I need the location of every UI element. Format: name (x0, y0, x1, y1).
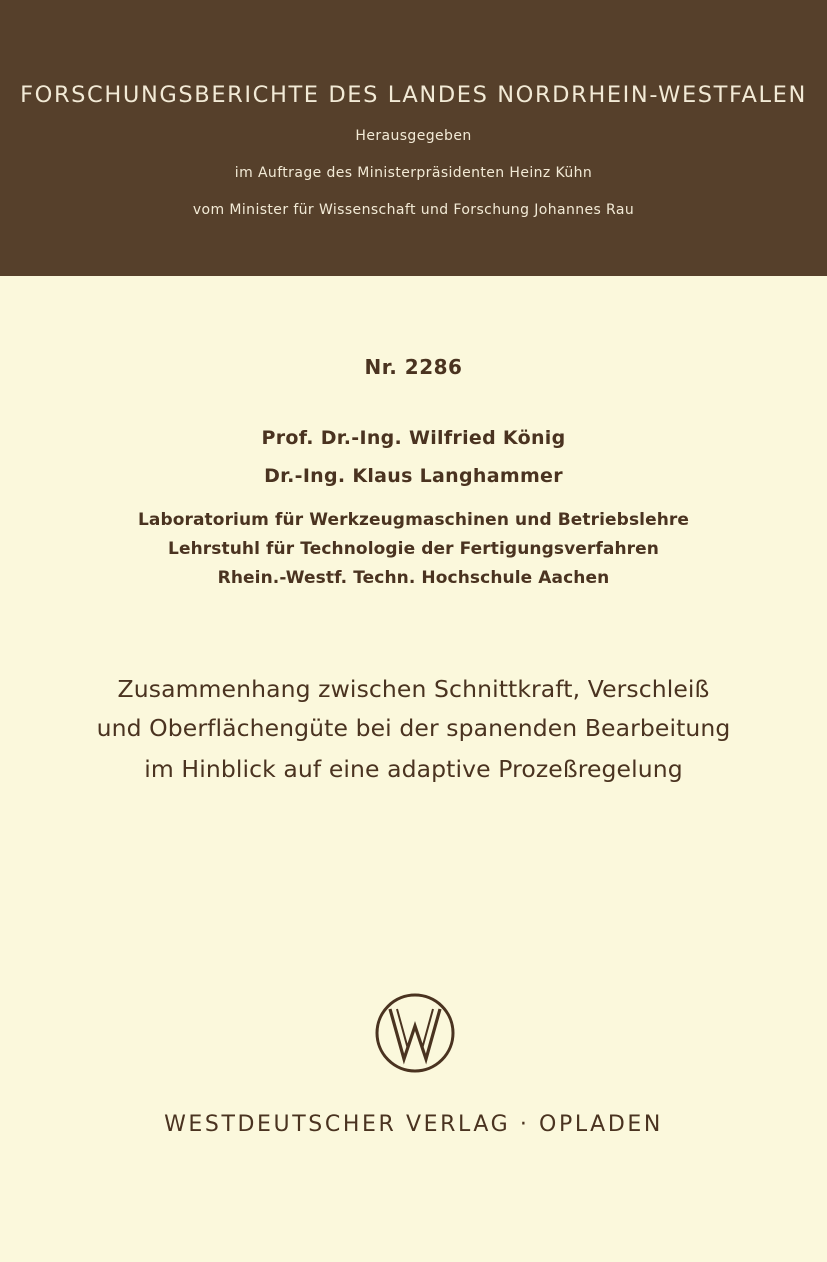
header-band (0, 0, 827, 276)
editor-line-2: im Auftrage des Ministerpräsidenten Heinz Kühn (234, 165, 593, 181)
editor-line-3: vom Minister für Wissenschaft und Forschung Johannes Rau (192, 202, 635, 218)
publisher-w-logo-icon (374, 992, 456, 1074)
author-1: Prof. Dr.-Ing. Wilfried König (261, 427, 566, 449)
institute-line-3: Rhein.-Westf. Techn. Hochschule Aachen (217, 568, 610, 588)
author-2: Dr.-Ing. Klaus Langhammer (264, 465, 563, 487)
report-number: Nr. 2286 (364, 355, 463, 379)
work-title-line-2: und Oberflächengüte bei der spanenden Bearbeitung (96, 714, 731, 742)
work-title-line-3: im Hinblick auf eine adaptive Prozeßregelung (144, 755, 683, 783)
series-title: FORSCHUNGSBERICHTE DES LANDES NORDRHEIN-WESTFALEN (20, 82, 807, 108)
work-title-line-1: Zusammenhang zwischen Schnittkraft, Verschleiß (117, 675, 710, 703)
institute-line-1: Laboratorium für Werkzeugmaschinen und Betriebslehre (137, 510, 690, 530)
institute-line-2: Lehrstuhl für Technologie der Fertigungsverfahren (168, 539, 659, 559)
publisher-name: WESTDEUTSCHER VERLAG · OPLADEN (164, 1112, 663, 1137)
editor-line-1: Herausgegeben (355, 128, 472, 144)
